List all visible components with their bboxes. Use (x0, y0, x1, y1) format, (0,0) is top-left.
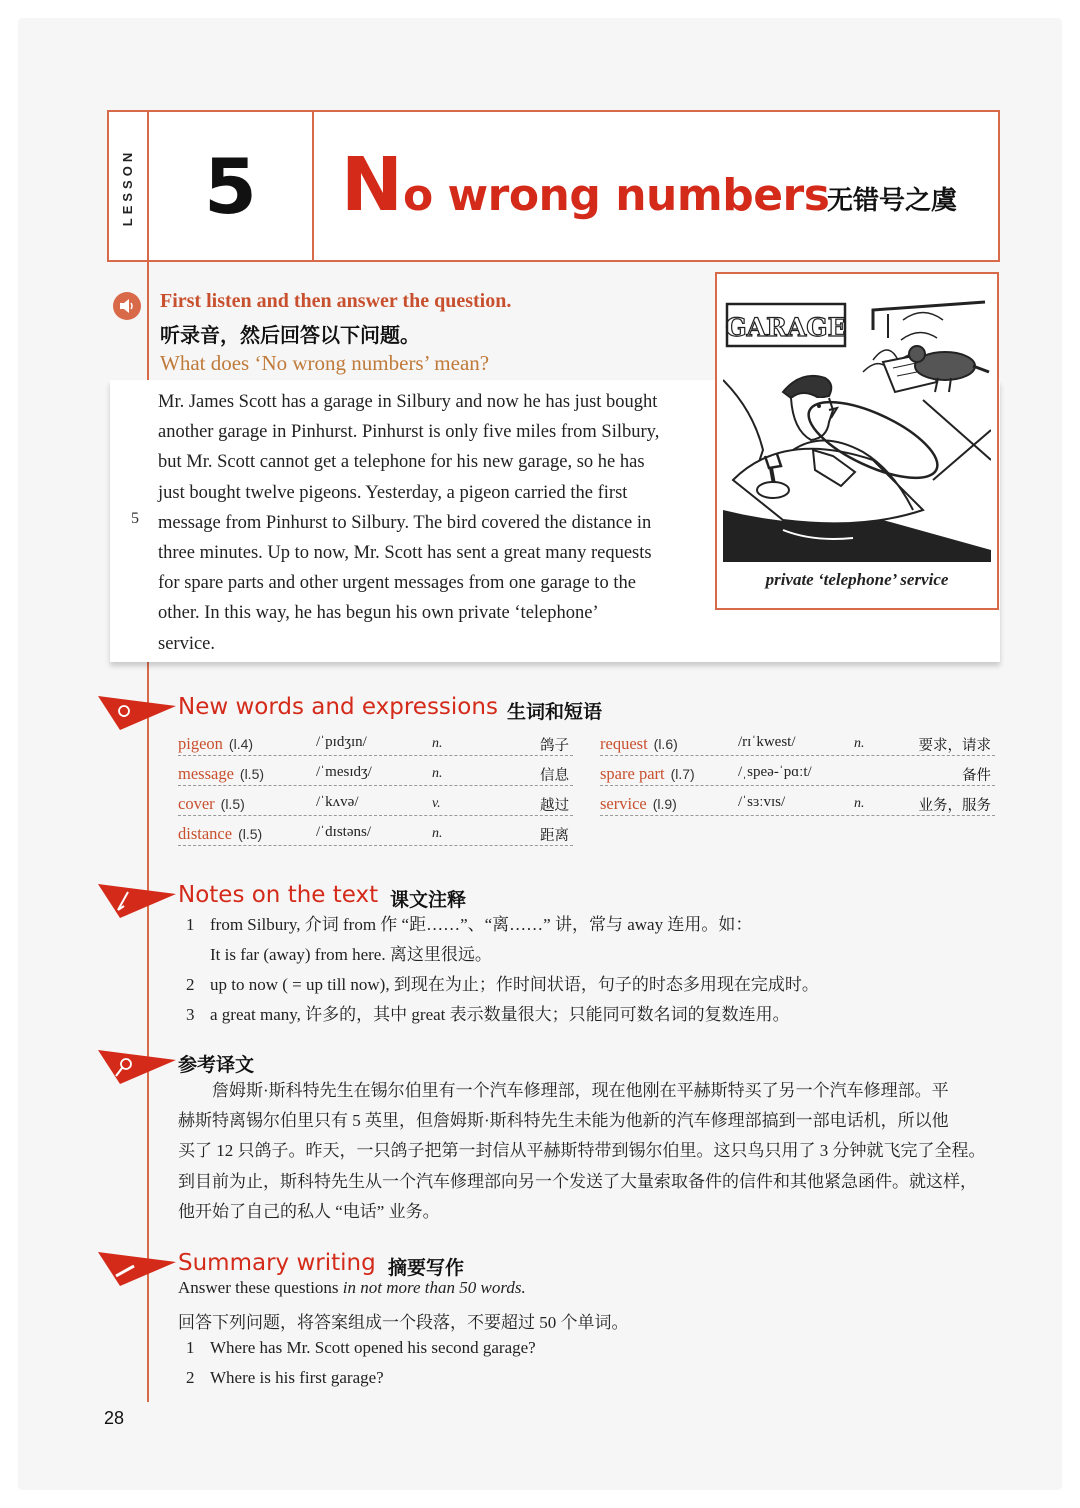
word-pronunciation: /ˈsɜːvɪs/ (738, 794, 786, 810)
word-entry (178, 794, 245, 814)
word-row (178, 822, 573, 846)
word-row (600, 792, 995, 816)
passage-line: for spare parts and other urgent messages from one garage to the (158, 573, 636, 594)
notes-title: Notes on the text (178, 882, 379, 908)
speaker-icon[interactable] (113, 292, 141, 320)
new-words-title: New words and expressions (178, 694, 498, 720)
word-entry (600, 734, 678, 754)
note-text: a great many, 许多的，其中 great 表示数量很大；只能同可数名词的复数连用。 (210, 1005, 790, 1024)
word-line-ref: (l.5) (238, 826, 263, 842)
word-part-of-speech: n. (854, 796, 865, 811)
note-item (186, 910, 752, 935)
word-pronunciation: /rɪˈkwest/ (738, 734, 796, 750)
passage-line-number: 5 (131, 510, 139, 527)
word-text: request (600, 734, 648, 753)
word-entry (178, 764, 264, 784)
lesson-label-wrap (113, 142, 143, 232)
note-text: up to now ( = up till now), 到现在为止；作时间状语，句子的时态多用现在完成时。 (210, 975, 819, 994)
word-part-of-speech: n. (854, 736, 865, 751)
lesson-title-initial: N (341, 142, 403, 228)
summary-instruction-cn: 回答下列问题，将答案组成一个段落，不要超过 50 个单词。 (178, 1313, 629, 1332)
magnifier-icon (98, 1050, 176, 1084)
word-pronunciation: /ˈdɪstəns/ (316, 824, 371, 840)
lesson-title (341, 142, 829, 228)
garage-sign-text: GARAGE (725, 313, 847, 342)
lesson-header (107, 110, 1000, 262)
word-entry (178, 734, 253, 754)
word-pronunciation: /ˈmesɪdʒ/ (316, 764, 372, 780)
passage-line: service. (158, 633, 216, 654)
summary-instruction-b: in not more than 50 words. (342, 1278, 526, 1297)
translation-text (178, 1076, 1000, 1227)
summary-instruction-a: Answer these questions (178, 1278, 343, 1297)
note-text: from Silbury, 介词 from 作 “距……”、“离……” 讲，常与 away 连用。如： (210, 915, 753, 934)
word-meaning-cn: 要求，请求 (918, 738, 991, 754)
word-part-of-speech: n. (432, 826, 443, 841)
word-text: cover (178, 794, 215, 813)
word-pronunciation: /ˈpɪdʒɪn/ (316, 734, 367, 750)
question-text: Where is his first garage? (210, 1368, 384, 1387)
word-part-of-speech: v. (432, 796, 441, 811)
passage-line: just bought twelve pigeons. Yesterday, a pigeon carried the first (158, 482, 628, 503)
pencil-icon (98, 1252, 176, 1286)
pen-icon (98, 884, 176, 918)
note-text: It is far (away) from here. 离这里很远。 (210, 945, 492, 964)
listen-question: What does ‘No wrong numbers’ mean? (160, 351, 490, 375)
note-item (186, 940, 492, 965)
passage-text (158, 387, 698, 659)
word-text: service (600, 794, 647, 813)
passage-line: another garage in Pinhurst. Pinhurst is only five miles from Silbury, (158, 422, 660, 443)
word-meaning-cn: 信息 (540, 768, 569, 784)
summary-title: Summary writing (178, 1250, 376, 1276)
word-entry (600, 794, 677, 814)
note-item (186, 970, 819, 995)
summary-question (186, 1368, 384, 1388)
note-number: 3 (186, 1005, 195, 1024)
listen-instruction-en: First listen and then answer the question. (160, 290, 512, 312)
word-row (178, 792, 573, 816)
new-words-title-cn: 生词和短语 (507, 701, 603, 723)
word-row (600, 732, 995, 756)
word-entry (600, 764, 695, 784)
lesson-label: LESSON (120, 148, 136, 226)
translation-line: 詹姆斯·斯科特先生在锡尔伯里有一个汽车修理部，现在他刚在平赫斯特买了另一个汽车修理部。平 (178, 1081, 949, 1100)
word-meaning-cn: 越过 (540, 798, 569, 814)
cartoon-drawing (723, 280, 991, 562)
note-number: 2 (186, 975, 195, 994)
note-item (186, 1000, 790, 1025)
passage-line: but Mr. Scott cannot get a telephone for his new garage, so he has (158, 452, 645, 473)
word-entry (178, 824, 262, 844)
word-line-ref: (l.4) (228, 736, 254, 752)
word-line-ref: (l.7) (670, 766, 695, 782)
lesson-title-rest: o wrong numbers (402, 170, 830, 221)
summary-instruction (178, 1278, 526, 1298)
passage-line: message from Pinhurst to Silbury. The bird covered the distance in (158, 512, 652, 533)
word-meaning-cn: 鸽子 (540, 738, 569, 754)
word-pronunciation: /ˈkʌvə/ (316, 794, 359, 810)
word-row (178, 762, 573, 786)
summary-question (186, 1338, 536, 1358)
translation-line: 买了 12 只鸽子。昨天，一只鸽子把第一封信从平赫斯特带到锡尔伯里。这只鸟只用了 3 分钟就飞完了全程。 (178, 1141, 986, 1161)
word-row (178, 732, 573, 756)
word-meaning-cn: 距离 (540, 828, 569, 844)
word-meaning-cn: 备件 (962, 768, 991, 784)
summary-title-cn: 摘要写作 (388, 1257, 465, 1279)
word-line-ref: (l.9) (652, 796, 677, 812)
word-line-ref: (l.5) (239, 766, 265, 782)
lesson-title-cn: 无错号之虞 (827, 186, 958, 216)
word-pronunciation: /ˌspeə-ˈpɑːt/ (738, 764, 812, 780)
cartoon-caption: private ‘telephone’ service (765, 570, 949, 589)
word-text: message (178, 764, 234, 783)
lightbulb-icon (98, 696, 176, 730)
question-number: 1 (186, 1338, 195, 1357)
passage-line: Mr. James Scott has a garage in Silbury and now he has just bought (158, 392, 658, 412)
page-number: 28 (104, 1408, 125, 1428)
translation-line: 他开始了自己的私人 “电话” 业务。 (178, 1201, 440, 1221)
lesson-strip (109, 112, 149, 260)
word-row (600, 762, 995, 786)
word-part-of-speech: n. (432, 766, 443, 781)
word-part-of-speech: n. (432, 736, 443, 751)
translation-line: 赫斯特离锡尔伯里只有 5 英里，但詹姆斯·斯科特先生未能为他新的汽车修理部搞到一部电话机，所以他 (178, 1111, 949, 1131)
word-text: spare part (600, 764, 665, 783)
question-number: 2 (186, 1368, 195, 1387)
note-number: 1 (186, 915, 195, 934)
word-line-ref: (l.5) (220, 796, 245, 812)
word-text: pigeon (178, 734, 223, 753)
cartoon-illustration (715, 272, 999, 610)
question-text: Where has Mr. Scott opened his second garage? (210, 1338, 536, 1357)
passage-line: other. In this way, he has begun his own private ‘telephone’ (158, 603, 599, 624)
translation-title-cn: 参考译文 (178, 1054, 255, 1076)
lesson-number: 5 (149, 112, 314, 260)
translation-line: 到目前为止，斯科特先生从一个汽车修理部向另一个发送了大量索取备件的信件和其他紧急函件。就这样， (178, 1171, 977, 1191)
word-line-ref: (l.6) (653, 736, 678, 752)
passage-line: three minutes. Up to now, Mr. Scott has sent a great many requests (158, 543, 652, 564)
word-text: distance (178, 824, 233, 843)
word-meaning-cn: 业务，服务 (918, 798, 991, 814)
notes-title-cn: 课文注释 (390, 889, 467, 911)
listen-instruction-cn: 听录音，然后回答以下问题。 (160, 325, 420, 347)
